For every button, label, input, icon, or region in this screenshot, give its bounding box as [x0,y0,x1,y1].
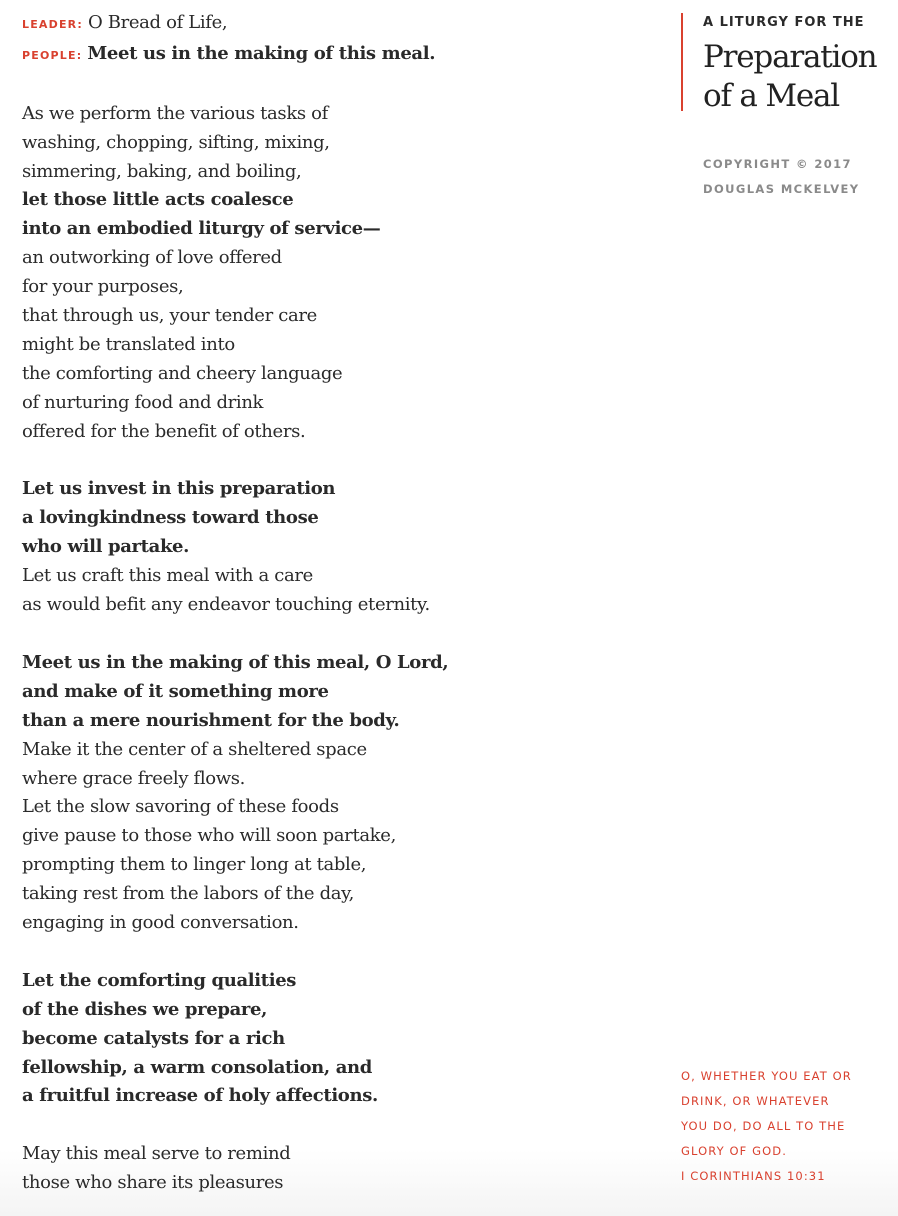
liturgy-line: May this meal serve to remind [22,1143,291,1165]
verse-line: O, WHETHER YOU EAT OR [681,1069,852,1083]
liturgy-line: than a mere nourishment for the body. [22,709,400,731]
liturgy-line: a lovingkindness toward those [22,507,319,529]
liturgy-line: who will partake. [22,536,190,558]
liturgy-line: of nurturing food and drink [22,391,264,413]
page-title [703,38,898,116]
liturgy-line: As we perform the various tasks of [22,102,328,124]
liturgy-line: that through us, your tender care [22,305,317,327]
stanza-gap [22,71,622,100]
liturgy-line: for your purposes, [22,276,184,298]
author-line: DOUGLAS MCKELVEY [703,182,860,196]
title-kicker: A LITURGY FOR THE [703,15,865,30]
title-line-1: Preparation [703,39,877,75]
liturgy-line: give pause to those who will soon partake, [22,825,396,847]
liturgy-line: Let us craft this meal with a care [22,565,313,587]
liturgy-line: prompting them to linger long at table, [22,854,367,876]
stanza-2 [22,475,622,620]
title-line-2: of a Meal [703,78,840,114]
stanza-1 [22,100,622,447]
liturgy-line: the comforting and cheery language [22,362,343,384]
liturgy-line: Meet us in the making of this meal, O Lord, [22,651,449,673]
liturgy-line: into an embodied liturgy of service— [22,218,381,240]
stanza-5 [22,1140,622,1198]
verse-line: DRINK, OR WHATEVER [681,1094,830,1108]
verse-reference: I CORINTHIANS 10:31 [681,1169,826,1183]
stanza-gap [22,620,622,649]
liturgy-line: Let us invest in this preparation [22,478,336,500]
liturgy-line: an outworking of love offered [22,247,282,269]
stanza-gap [22,938,622,967]
liturgy-line: those who share its pleasures [22,1172,284,1194]
liturgy-line: and make of it something more [22,680,329,702]
liturgy-line: washing, chopping, sifting, mixing, [22,131,330,153]
leader-text: O Bread of Life, [87,12,228,33]
liturgy-line: let those little acts coalesce [22,189,294,211]
verse-line: GLORY OF GOD. [681,1144,787,1158]
title-block [681,13,898,114]
people-label: PEOPLE: [22,48,83,62]
scripture-verse [681,1064,852,1189]
liturgy-line: might be translated into [22,333,235,355]
copyright-line: COPYRIGHT © 2017 [703,157,852,171]
liturgy-line: become catalysts for a rich [22,1027,285,1049]
verse-line: YOU DO, DO ALL TO THE [681,1119,846,1133]
stanza-4 [22,967,622,1112]
liturgy-line: of the dishes we prepare, [22,998,268,1020]
liturgy-line: Let the comforting qualities [22,969,297,991]
liturgy-line: where grace freely flows. [22,767,246,789]
liturgy-line: engaging in good conversation. [22,912,299,934]
copyright-credit [703,152,860,202]
liturgy-line: simmering, baking, and boiling, [22,160,302,182]
liturgy-line: Make it the center of a sheltered space [22,738,367,760]
liturgy-line: offered for the benefit of others. [22,420,306,442]
liturgy-line: taking rest from the labors of the day, [22,883,354,905]
leader-label: LEADER: [22,18,83,31]
stanza-gap [22,447,622,476]
liturgy-body [22,9,622,1198]
people-line [22,40,622,71]
people-text: Meet us in the making of this meal. [87,42,436,64]
liturgy-line: a fruitful increase of holy affections. [22,1085,378,1107]
liturgy-line: fellowship, a warm consolation, and [22,1056,372,1078]
leader-line [22,9,622,40]
liturgy-line: as would befit any endeavor touching eternity. [22,594,430,616]
liturgy-line: Let the slow savoring of these foods [22,796,339,818]
stanza-3 [22,649,622,938]
stanza-gap [22,1111,622,1140]
